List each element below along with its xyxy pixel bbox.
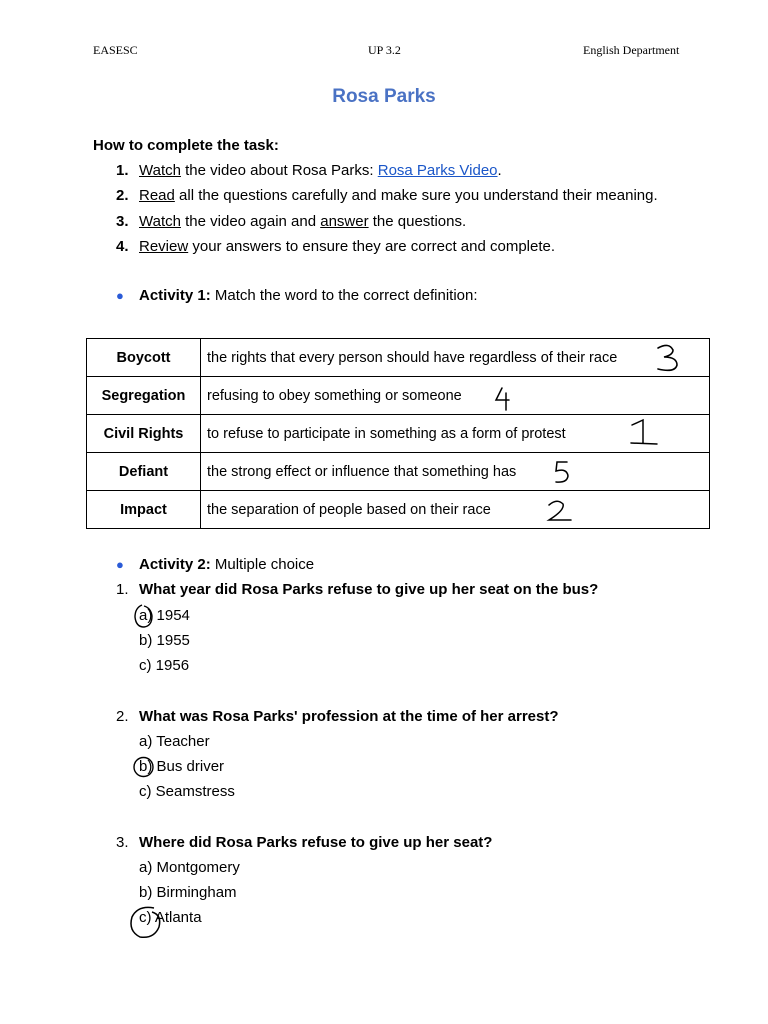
step-4 [116, 238, 555, 255]
term-cell: Impact [87, 491, 201, 529]
definitions-table [86, 338, 710, 529]
question-2 [116, 708, 559, 725]
handwritten-answer-3 [653, 342, 683, 374]
video-link[interactable]: Rosa Parks Video [377, 162, 498, 179]
table-row [87, 415, 710, 453]
option-3a[interactable]: a) Montgomery [139, 859, 240, 876]
activity2-heading [116, 556, 314, 573]
option-3b[interactable]: b) Birmingham [139, 884, 237, 901]
step-number: 3. [116, 213, 129, 230]
question-3 [116, 834, 492, 851]
handwritten-answer-2 [543, 496, 575, 526]
definition-cell [201, 491, 710, 529]
header-center: UP 3.2 [368, 43, 401, 57]
question-text: Where did Rosa Parks refuse to give up her seat? [139, 834, 493, 851]
table-row [87, 377, 710, 415]
option-2a[interactable]: a) Teacher [139, 733, 210, 750]
activity1-label: Activity 1: [139, 287, 211, 304]
question-text: What year did Rosa Parks refuse to give up her seat on the bus? [139, 581, 599, 598]
activity2-label: Activity 2: [139, 556, 211, 573]
header-right: English Department [583, 43, 680, 57]
term-cell: Defiant [87, 453, 201, 491]
step-text: your answers to ensure they are correct and complete. [188, 238, 556, 255]
step-2 [116, 187, 658, 204]
term-cell: Civil Rights [87, 415, 201, 453]
definition-cell [201, 453, 710, 491]
definition-text: refusing to obey something or someone [207, 387, 462, 404]
step-text: all the questions carefully and make sure you understand their meaning. [174, 187, 658, 204]
definition-cell [201, 415, 710, 453]
option-2b[interactable]: b) Bus driver [139, 758, 225, 775]
step-after: the questions. [368, 213, 467, 230]
step-after: . [497, 162, 502, 179]
term-cell: Segregation [87, 377, 201, 415]
definition-text: the strong effect or influence that something has [207, 463, 517, 480]
step-verb: Watch [139, 162, 181, 179]
step-text: the video about Rosa Parks: [180, 162, 378, 179]
step-number: 4. [116, 238, 129, 255]
question-text: What was Rosa Parks' profession at the time of her arrest? [139, 708, 559, 725]
activity1-heading [116, 287, 478, 304]
instructions-heading: How to complete the task: [93, 137, 279, 154]
option-1b[interactable]: b) 1955 [139, 632, 190, 649]
table-row [87, 453, 710, 491]
option-2c[interactable]: c) Seamstress [139, 783, 235, 800]
bullet-icon: ● [116, 288, 124, 303]
header-left: EASESC [93, 43, 138, 57]
definition-text: to refuse to participate in something as a form of protest [207, 425, 566, 442]
step-text: the video again and [180, 213, 321, 230]
question-number: 2. [116, 708, 129, 725]
definition-cell [201, 339, 710, 377]
step-verb: Review [139, 238, 189, 255]
step-1 [116, 162, 502, 179]
handwritten-answer-1 [627, 417, 661, 447]
question-1 [116, 581, 598, 598]
handwritten-answer-4 [493, 385, 515, 413]
question-number: 1. [116, 581, 129, 598]
definition-text: the separation of people based on their race [207, 501, 491, 518]
table-row [87, 491, 710, 529]
term-cell: Boycott [87, 339, 201, 377]
step-number: 1. [116, 162, 129, 179]
table-row [87, 339, 710, 377]
question-number: 3. [116, 834, 129, 851]
step-verb: Watch [139, 213, 181, 230]
definition-cell [201, 377, 710, 415]
handwritten-answer-5 [551, 458, 573, 486]
option-1c[interactable]: c) 1956 [139, 657, 190, 674]
step-verb-2: answer [320, 213, 369, 230]
bullet-icon: ● [116, 557, 124, 572]
step-number: 2. [116, 187, 129, 204]
page-title: Rosa Parks [332, 86, 436, 107]
option-1a[interactable]: a) 1954 [139, 607, 190, 624]
option-3c[interactable]: c) Atlanta [139, 909, 202, 926]
definition-text: the rights that every person should have regardless of their race [207, 349, 618, 366]
step-verb: Read [139, 187, 175, 204]
activity1-text: Match the word to the correct definition: [210, 287, 478, 304]
activity2-text: Multiple choice [210, 556, 315, 573]
step-3 [116, 213, 466, 230]
